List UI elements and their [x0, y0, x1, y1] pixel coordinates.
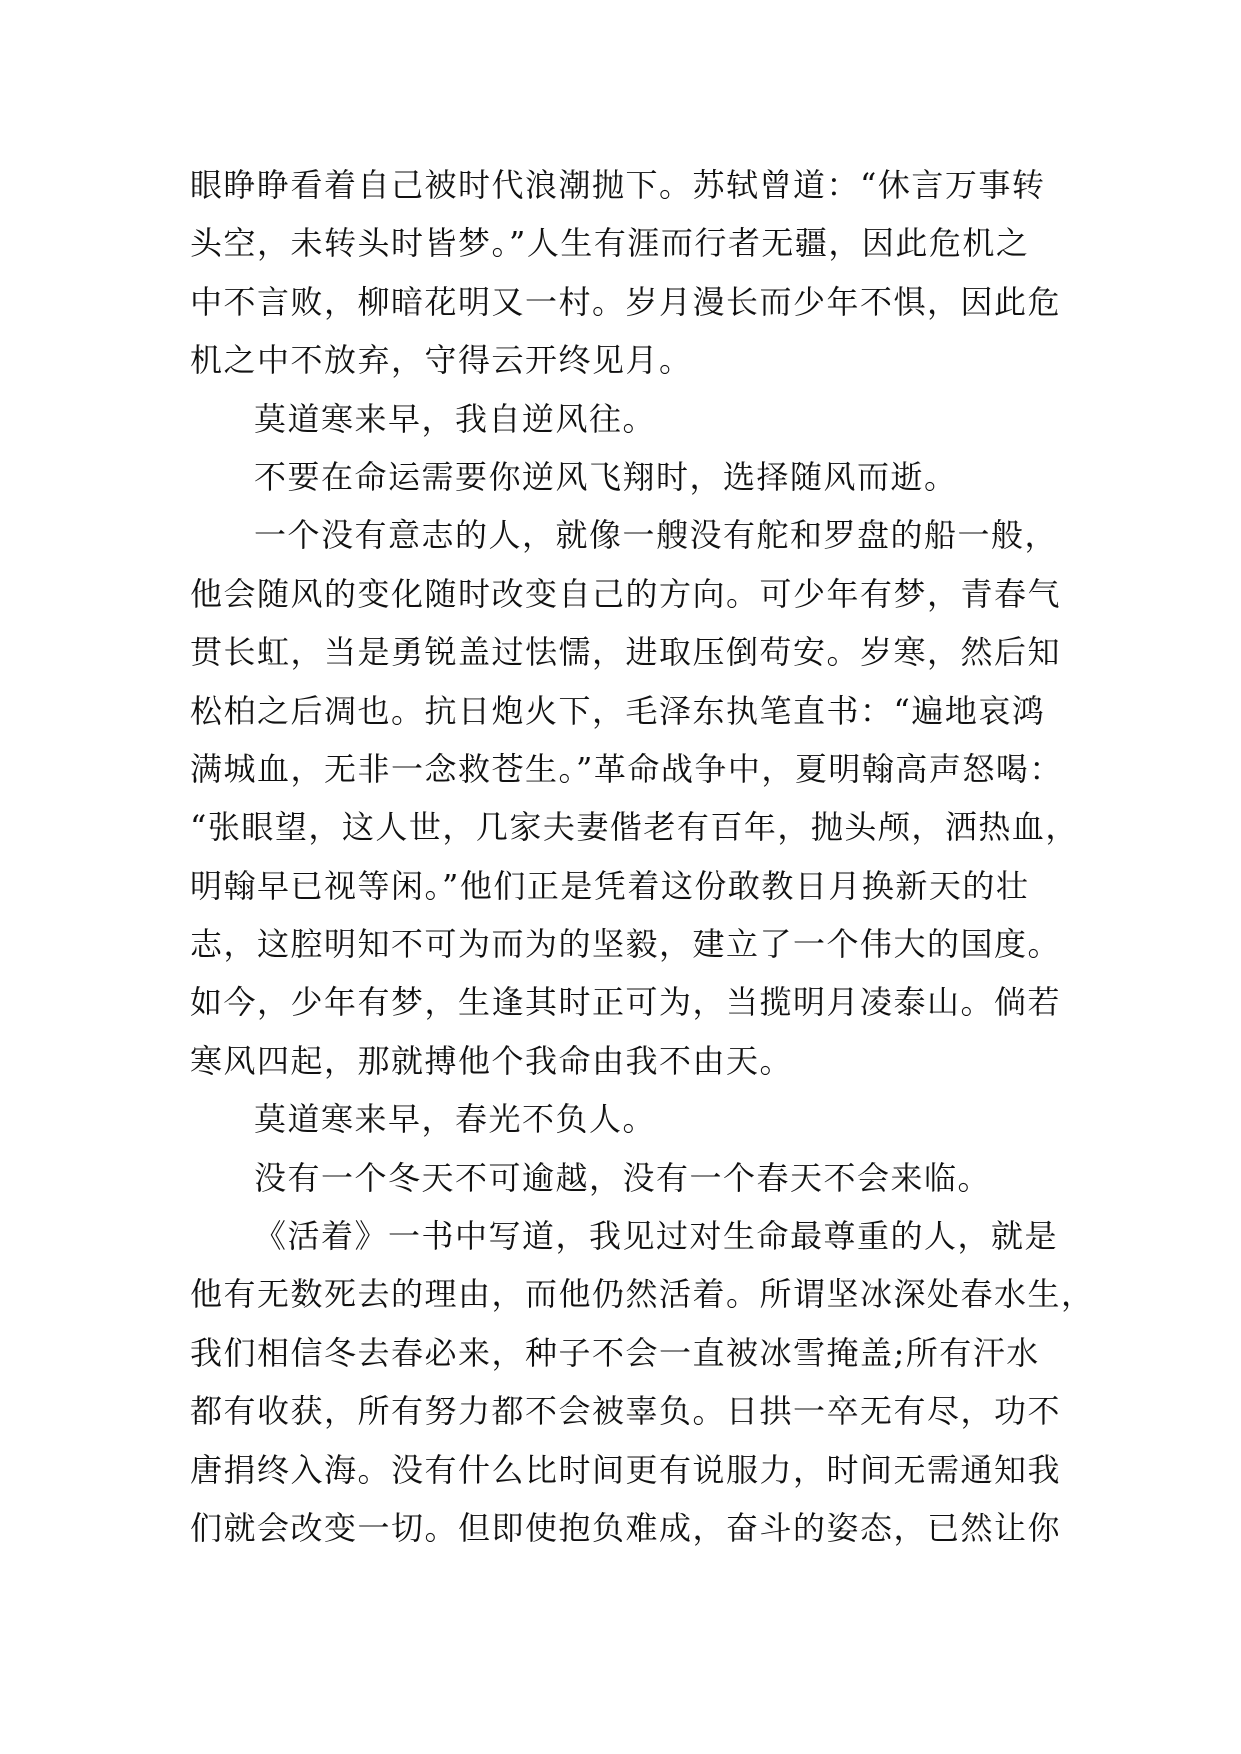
text-line: 志，这腔明知不可为而为的坚毅，建立了一个伟大的国度。	[190, 925, 1062, 964]
text-line: 机之中不放弃，守得云开终见月。	[190, 341, 693, 380]
text-line: 我们相信冬去春必来，种子不会一直被冰雪掩盖;所有汗水	[190, 1333, 1040, 1372]
text-line: 莫道寒来早，我自逆风往。	[254, 399, 657, 438]
text-line: 不要在命运需要你逆风飞翔时，选择随风而逝。	[254, 457, 958, 496]
text-line: 寒风四起，那就搏他个我命由我不由天。	[190, 1041, 794, 1080]
text-line: 他会随风的变化随时改变自己的方向。可少年有梦，青春气	[190, 574, 1062, 613]
text-line: 满城血，无非一念救苍生。”革命战争中，夏明翰高声怒喝：	[190, 749, 1063, 788]
text-line: 眼睁睁看着自己被时代浪潮抛下。苏轼曾道：“休言万事转	[190, 166, 1046, 204]
text-line: 松柏之后凋也。抗日炮火下，毛泽东执笔直书：“遍地哀鸿	[190, 691, 1046, 730]
text-line: 没有一个冬天不可逾越，没有一个春天不会来临。	[254, 1158, 992, 1197]
text-line: 们就会改变一切。但即使抱负难成，奋斗的姿态，已然让你	[190, 1508, 1062, 1547]
text-line: “张眼望，这人世，几家夫妻偕老有百年，抛头颅，洒热血，	[190, 808, 1079, 847]
text-line: 如今，少年有梦，生逢其时正可为，当揽明月凌泰山。倘若	[190, 983, 1062, 1022]
text-line: 中不言败，柳暗花明又一村。岁月漫长而少年不惧，因此危	[190, 282, 1062, 321]
text-line: 一个没有意志的人，就像一艘没有舵和罗盘的船一般，	[254, 516, 1059, 555]
text-line: 莫道寒来早，春光不负人。	[254, 1100, 657, 1139]
text-line: 都有收获，所有努力都不会被辜负。日拱一卒无有尽，功不	[190, 1392, 1062, 1431]
text-line: 明翰早已视等闲。”他们正是凭着这份敢教日月换新天的壮	[190, 866, 1030, 905]
document-body	[190, 156, 1095, 1557]
text-line: 唐捐终入海。没有什么比时间更有说服力，时间无需通知我	[190, 1450, 1062, 1489]
text-line: 《活着》一书中写道，我见过对生命最尊重的人，就是	[254, 1217, 1059, 1256]
text-line: 贯长虹，当是勇锐盖过怯懦，进取压倒苟安。岁寒，然后知	[190, 633, 1062, 672]
text-line: 头空，未转头时皆梦。”人生有涯而行者无疆，因此危机之	[190, 224, 1030, 263]
text-line: 他有无数死去的理由，而他仍然活着。所谓坚冰深处春水生，	[190, 1275, 1095, 1314]
